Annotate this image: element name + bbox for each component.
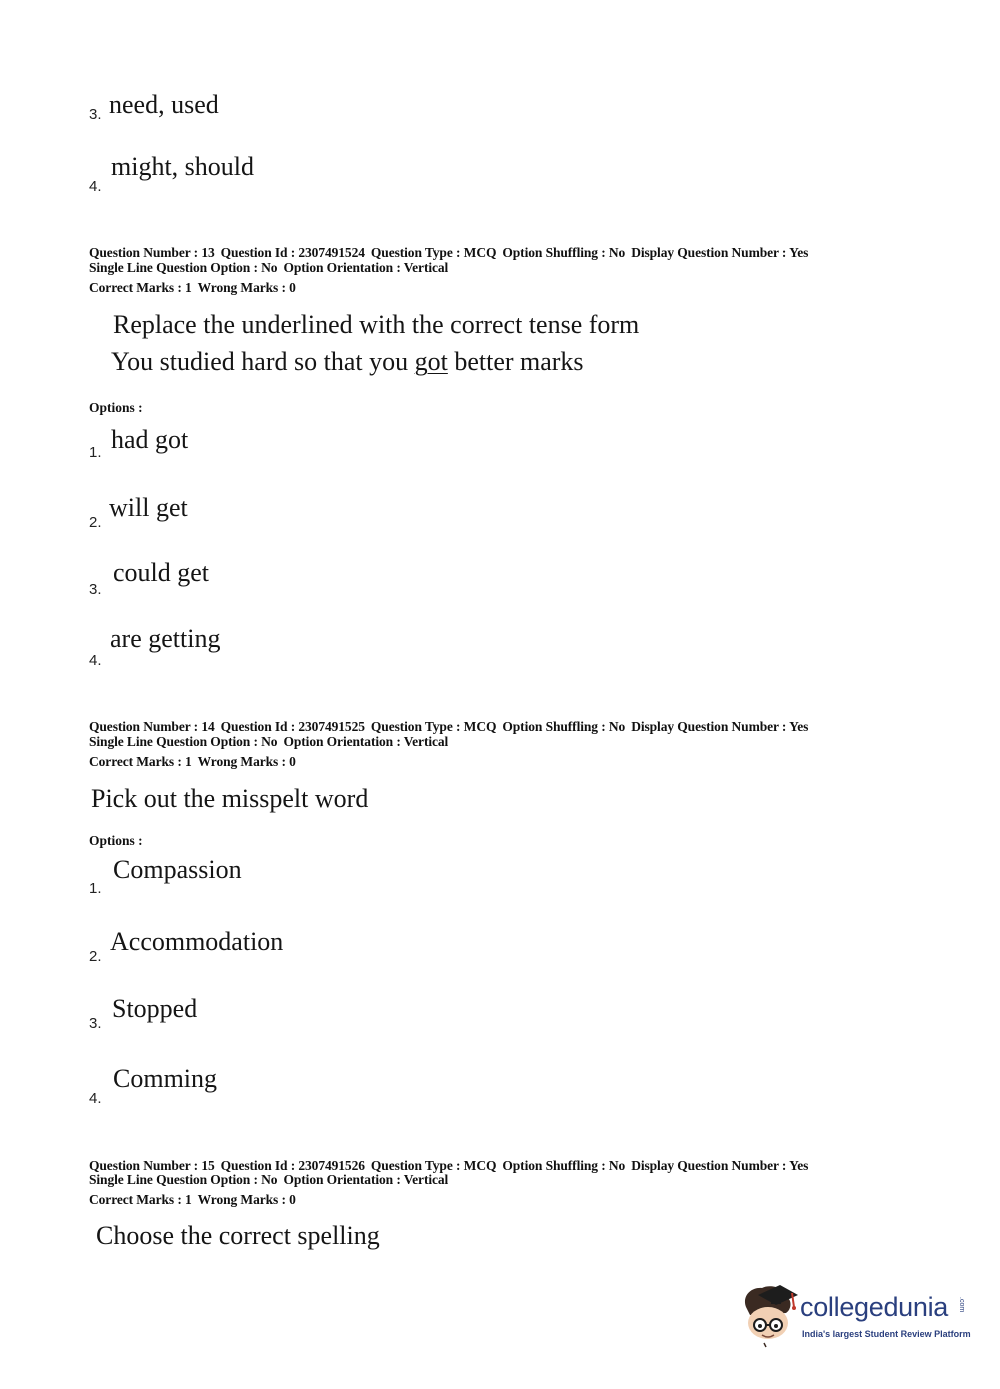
brand-name: collegedunia: [800, 1292, 949, 1322]
option-text: had got: [111, 425, 189, 454]
question-marks: Correct Marks : 1 Wrong Marks : 0: [89, 280, 296, 295]
question-text: Pick out the misspelt word: [91, 784, 369, 813]
question-marks: Correct Marks : 1 Wrong Marks : 0: [89, 1192, 296, 1207]
option-number: 3.: [89, 106, 102, 123]
option-text: Accommodation: [110, 927, 284, 956]
option-number: 4.: [89, 652, 102, 669]
option-text: Comming: [113, 1064, 218, 1093]
option-number: 2.: [89, 514, 102, 531]
mascot-icon: [740, 1283, 802, 1349]
option-text: might, should: [111, 152, 255, 181]
question-text: Replace the underlined with the correct tense form: [113, 310, 640, 339]
option-number: 4.: [89, 1090, 102, 1107]
collegedunia-logo: [740, 1283, 980, 1353]
option-number: 4.: [89, 178, 102, 195]
option-text: are getting: [110, 624, 221, 653]
question-meta-line2: Single Line Question Option : No Option Orientation : Vertical: [89, 1172, 449, 1187]
option-text: could get: [113, 558, 210, 587]
option-text: Compassion: [113, 855, 242, 884]
option-text: will get: [109, 493, 188, 522]
option-number: 1.: [89, 444, 102, 461]
question-meta-line1: Question Number : 13 Question Id : 2307491524 Question Type : MCQ Option Shuffling : No Display Question Number : Yes: [89, 245, 809, 260]
question-meta-line1: Question Number : 15 Question Id : 2307491526 Question Type : MCQ Option Shuffling : No Display Question Number : Yes: [89, 1158, 809, 1173]
option-number: 2.: [89, 948, 102, 965]
option-text: Stopped: [112, 994, 198, 1023]
question-meta-line1: Question Number : 14 Question Id : 2307491525 Question Type : MCQ Option Shuffling : No Display Question Number : Yes: [89, 719, 809, 734]
option-text: need, used: [109, 90, 219, 119]
question-meta-line2: Single Line Question Option : No Option Orientation : Vertical: [89, 734, 449, 749]
question-text: Choose the correct spelling: [96, 1221, 380, 1250]
question-meta-line2: Single Line Question Option : No Option Orientation : Vertical: [89, 260, 449, 275]
question-marks: Correct Marks : 1 Wrong Marks : 0: [89, 754, 296, 769]
option-number: 1.: [89, 880, 102, 897]
underlined-word: got: [414, 347, 448, 376]
brand-domain: .com: [958, 1297, 965, 1313]
options-label: Options :: [89, 400, 143, 415]
option-number: 3.: [89, 581, 102, 598]
question-text-sentence: You studied hard so that you got better marks: [111, 347, 584, 376]
option-number: 3.: [89, 1015, 102, 1032]
brand-tagline: India's largest Student Review Platform: [802, 1329, 971, 1339]
options-label: Options :: [89, 833, 143, 848]
